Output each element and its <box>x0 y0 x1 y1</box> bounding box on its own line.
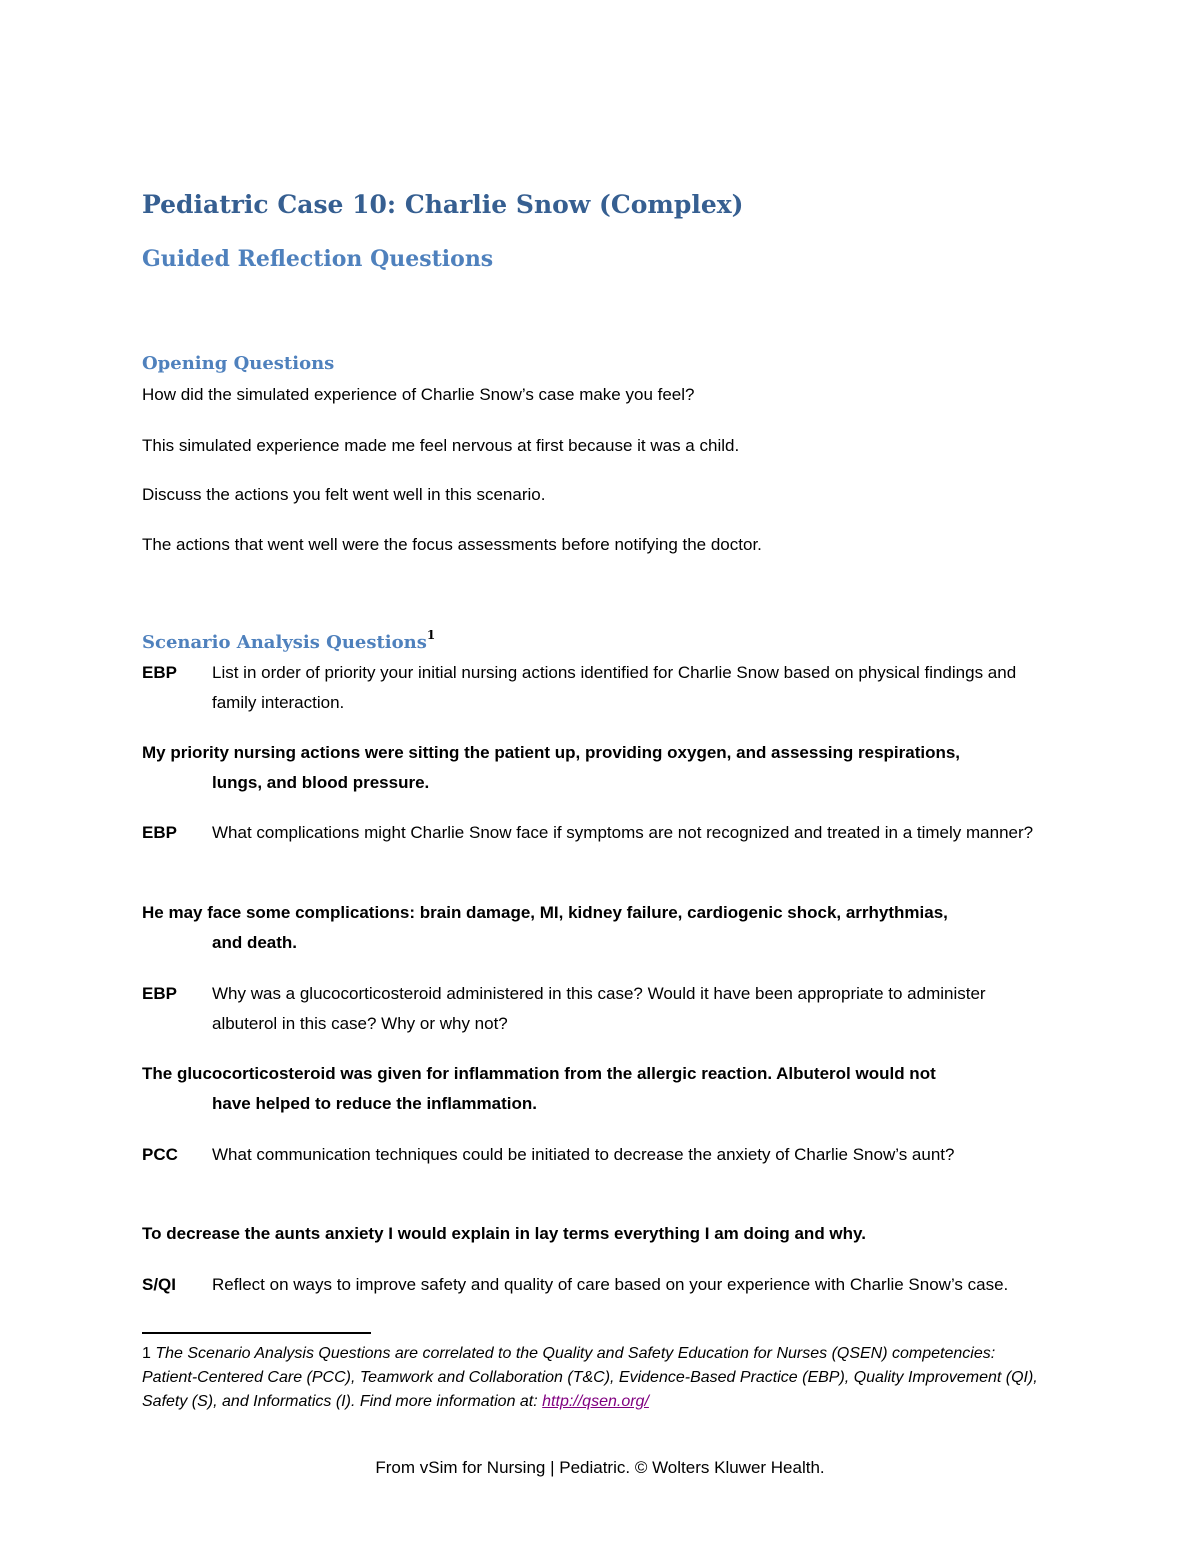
question-text-3: Why was a glucocorticosteroid administered in this case? Would it have been appropriate to administer albuterol in this case? Why or why not? <box>212 984 986 1033</box>
opening-question-2: Discuss the actions you felt went well in this scenario. <box>142 485 546 504</box>
question-text-1: List in order of priority your initial nursing actions identified for Charlie Snow based on physical findings and family interaction. <box>212 663 1017 712</box>
answer-2-line-1: He may face some complications: brain damage, MI, kidney failure, cardiogenic shock, arrhythmias, <box>142 903 948 922</box>
qsen-link[interactable]: http://qsen.org/ <box>542 1393 649 1410</box>
opening-answer-1: This simulated experience made me feel nervous at first because it was a child. <box>142 436 740 455</box>
question-text-4: What communication techniques could be initiated to decrease the anxiety of Charlie Snow’s aunt? <box>212 1145 955 1164</box>
page-footer: From vSim for Nursing | Pediatric. © Wolters Kluwer Health. <box>375 1458 825 1477</box>
question-code-3: EBP <box>142 984 177 1003</box>
opening-question-1: How did the simulated experience of Charlie Snow’s case make you feel? <box>142 385 695 404</box>
question-code-5: S/QI <box>142 1275 177 1294</box>
answer-3-line-2: have helped to reduce the inflammation. <box>212 1094 537 1113</box>
document-title: Pediatric Case 10: Charlie Snow (Complex) <box>142 190 744 219</box>
question-text-5: Reflect on ways to improve safety and quality of care based on your experience with Charlie Snow’s case. <box>212 1275 1009 1294</box>
answer-1-line-2: lungs, and blood pressure. <box>212 773 430 792</box>
question-code-1: EBP <box>142 663 177 682</box>
document-subtitle: Guided Reflection Questions <box>142 246 494 272</box>
opening-questions-heading: Opening Questions <box>142 353 335 374</box>
scenario-heading-text: Scenario Analysis Questions <box>142 632 427 653</box>
footnote-number: 1 <box>142 1345 151 1362</box>
footnote-text: The Scenario Analysis Questions are correlated to the Quality and Safety Education for Nurses (QSEN) competencies: Patient-Centered Care (PCC), Teamwork and Collaboration (T&C), Evidence-Based Practice (EBP), Quality Improvement (QI), Safety (S), and Informatics (I). Find more information at: <box>142 1345 1038 1410</box>
answer-2-line-2: and death. <box>212 933 298 952</box>
answer-4-line-1: To decrease the aunts anxiety I would explain in lay terms everything I am doing and why. <box>142 1224 866 1243</box>
opening-answer-2: The actions that went well were the focus assessments before notifying the doctor. <box>142 535 762 554</box>
answer-3-line-1: The glucocorticosteroid was given for inflammation from the allergic reaction. Albuterol would not <box>142 1064 936 1083</box>
question-code-2: EBP <box>142 823 177 842</box>
footnote-separator <box>142 1332 371 1334</box>
footnote-reference: 1 <box>426 628 436 642</box>
answer-1-line-1: My priority nursing actions were sitting the patient up, providing oxygen, and assessing respirations, <box>142 743 961 762</box>
question-text-2: What complications might Charlie Snow face if symptoms are not recognized and treated in a timely manner? <box>212 823 1034 842</box>
question-code-4: PCC <box>142 1145 178 1164</box>
scenario-analysis-heading <box>142 630 435 653</box>
footnote <box>142 1342 1042 1414</box>
